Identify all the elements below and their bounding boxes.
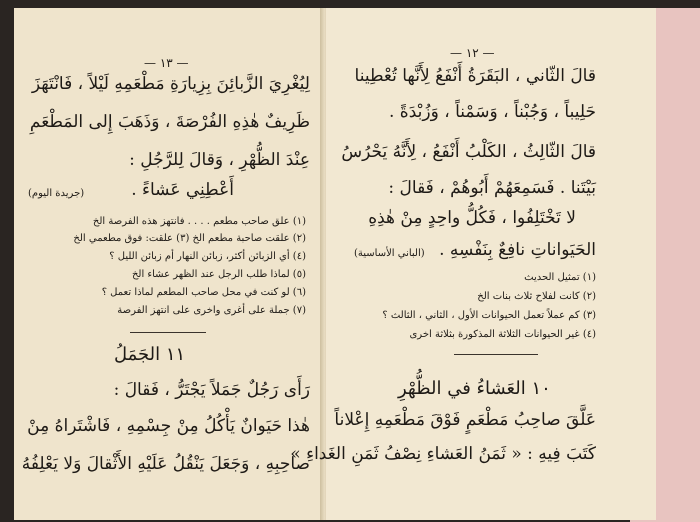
question: (٥) لماذا طلب الرجل عند الظهر عشاء الخ (131, 269, 306, 280)
question: (١) علق صاحب مطعم . . . . فانتهز هذه الفرصة الخ (92, 216, 306, 227)
body-line: قالَ الثّالِثُ ، الكَلْبُ أَنْفَعُ ، لِأَنَّهُ يَحْرُسُ (341, 142, 596, 162)
body-line: بَيْتَنا . فَسَمِعَهُمْ أَبُوهُمْ ، فَقالَ : (388, 178, 596, 198)
question: (٢) كانت لفلاح ثلاث بنات الخ (477, 291, 596, 302)
source-citation: (جريدة اليوم) (28, 188, 85, 199)
question: (٧) جملة على أغرى واخرى على انتهز الفرصة (117, 305, 306, 316)
body-line: عِنْدَ الظُّهْرِ ، وَقالَ لِلرَّجُلِ : (129, 150, 310, 170)
source-citation: (الباني الأساسية) (354, 248, 425, 259)
body-line: أَعْطِنِي عَشاءً . (131, 180, 234, 200)
right-page (290, 8, 656, 520)
body-line: الحَيَواناتِ نافِعٌ بِنَفْسِهِ . (439, 240, 596, 260)
question: (٤) أي الزبائن أكثر، زبائن النهار أم زبائن الليل ؟ (109, 251, 306, 262)
lesson-line: صاحِبِهِ ، وَجَعَلَ يَنْقُلُ عَلَيْهِ الأَثْقالَ وَلا يَعْلِفُهُ (21, 454, 310, 474)
body-line: لا تَخْتَلِفُوا ، فَكُلُّ واحِدٍ مِنْ هٰذِهِ (368, 208, 576, 228)
question: (٣) كم عملاً تعمل الحيوانات الأول ، الثاني ، الثالث ؟ (382, 310, 596, 321)
question: (٦) لو كنت في محل صاحب المطعم لماذا تعمل ؟ (101, 287, 306, 298)
lesson-line: عَلَّقَ صاحِبُ مَطْعَمٍ فَوْقَ مَطْعَمِهِ إِعْلاناً (334, 410, 596, 430)
body-line: قالَ الثّاني ، البَقَرَةُ أَنْفَعُ لِأَنَّها تُعْطِينا (354, 66, 596, 86)
section-divider (454, 354, 538, 355)
lesson-line: هٰذا حَيَوانٌ يَأْكُلُ مِنْ جِسْمِهِ ، فَاشْتَراهُ مِنْ (27, 416, 310, 436)
body-line: حَلِيباً ، وَجُبْناً ، وَسَمْناً ، وَزُبْدَةً . (389, 102, 596, 122)
question: (١) تمثيل الحديث (524, 272, 596, 283)
section-divider (130, 332, 206, 333)
page-number: — ١٣ — (144, 56, 189, 70)
body-line: لِيُغْرِيَ الزَّبائِنَ بِزِيارَةِ مَطْعَمِهِ لَيْلاً ، فَانْتَهَزَ (31, 74, 310, 94)
lesson-title: ١٠ العَشاءُ في الظُّهْرِ (398, 378, 551, 399)
lesson-line: كَتَبَ فِيهِ : « ثَمَنُ العَشاءِ نِصْفُ ثَمَنِ الغَداءِ » (290, 444, 596, 464)
left-page (14, 8, 324, 520)
question: (٤) غير الحيوانات الثلاثة المذكورة بثلاثة اخرى (409, 329, 596, 340)
question: (٢) علقت صاحبة مطعم الخ (٣) علقت: فوق مطعمي الخ (73, 233, 306, 244)
lesson-title: ١١ الجَمَلُ (114, 344, 186, 365)
body-line: ظَرِيفٌ هٰذِهِ الفُرْصَةَ ، وَذَهَبَ إِلى المَطْعَمِ (29, 112, 310, 132)
lesson-line: رَأَى رَجُلٌ جَمَلاً يَجْتَرُّ ، فَقالَ : (113, 380, 310, 400)
page-number: — ١٢ — (450, 46, 495, 60)
